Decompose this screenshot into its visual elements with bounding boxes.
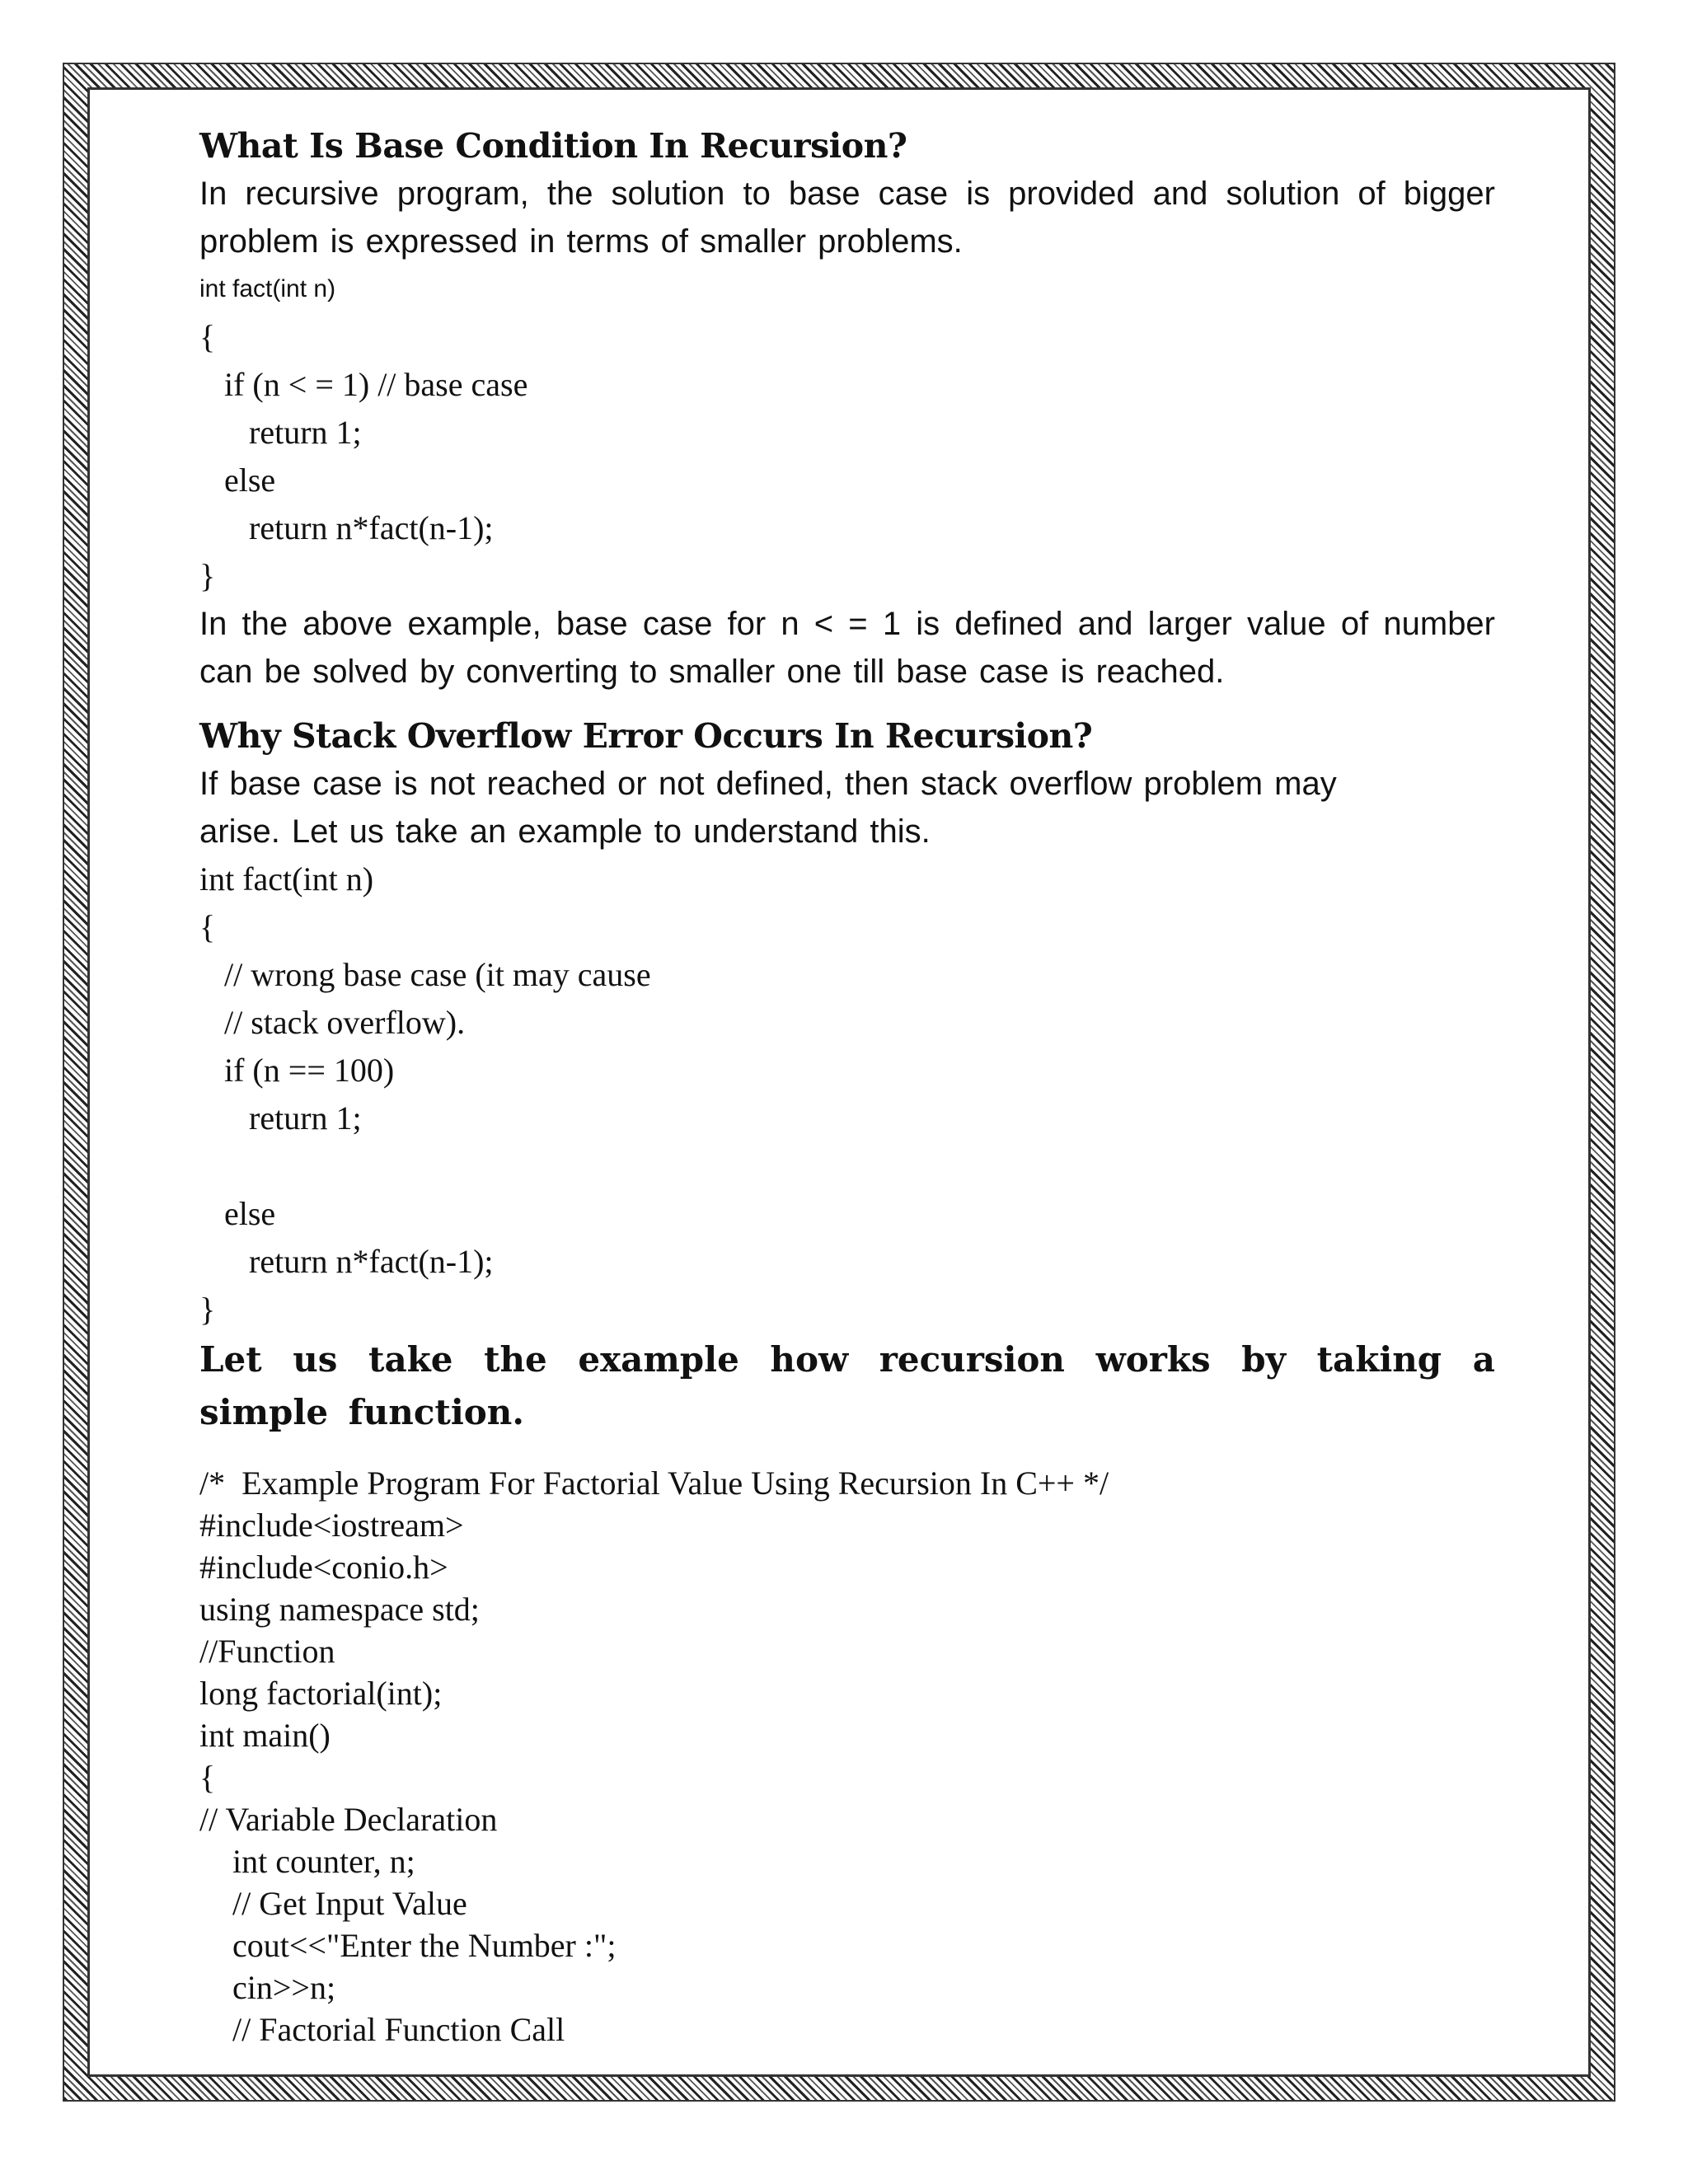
code-block-factorial-program [199,1462,1495,2050]
code-line: return n*fact(n-1); [199,1243,494,1280]
code-line: //Function [199,1633,335,1670]
code-line: // stack overflow). [199,1004,466,1041]
code-line: /* Example Program For Factorial Value Using Recursion In C++ */ [199,1465,1109,1502]
code-line: if (n < = 1) // base case [199,366,528,403]
code-line: // Factorial Function Call [199,2011,565,2048]
code-line: else [199,462,276,499]
section-heading-base-condition: What Is Base Condition In Recursion? [199,126,907,166]
base-condition-outro: In the above example, base case for n < = 1 is defined and larger value of number can be solved by converting to smaller one till base case is reached. [199,606,1495,690]
code-line: { [199,908,216,945]
code-line: cout<<"Enter the Number :"; [199,1927,617,1964]
code-line: #include<conio.h> [199,1549,448,1586]
section-heading-stack-overflow: Why Stack Overflow Error Occurs In Recursion? [199,716,1093,756]
code-line: int counter, n; [199,1843,415,1880]
code-line: } [199,557,216,594]
code-signature: int fact(int n) [199,275,336,302]
example-intro-bold: Let us take the example how recursion works by taking a simple function. [199,1339,1495,1432]
base-condition-intro: In recursive program, the solution to base case is provided and solution of bigger problem is expressed in terms of smaller problems. [199,176,1495,260]
code-block-wrong-base-case [199,855,1495,1333]
code-line: return 1; [199,414,362,451]
code-line: int main() [199,1717,331,1754]
code-line: // Get Input Value [199,1885,467,1922]
code-line: { [199,318,216,355]
code-line: // Variable Declaration [199,1801,498,1838]
code-line: int fact(int n) [199,860,374,898]
code-block-base-case [199,313,1495,600]
code-line: else [199,1195,276,1232]
code-line: if (n == 100) [199,1052,395,1089]
code-line: return 1; [199,1099,362,1137]
code-line: long factorial(int); [199,1675,443,1712]
code-line: #include<iostream> [199,1507,464,1544]
code-line: } [199,1291,216,1328]
code-line: return n*fact(n-1); [199,509,494,546]
page-content [199,122,1495,2050]
stack-overflow-intro: If base case is not reached or not defined, then stack overflow problem may arise. Let us take an example to understand this. [199,766,1337,850]
code-line: using namespace std; [199,1591,480,1628]
code-line: { [199,1759,216,1796]
code-line: cin>>n; [199,1969,336,2006]
code-line: // wrong base case (it may cause [199,956,651,993]
